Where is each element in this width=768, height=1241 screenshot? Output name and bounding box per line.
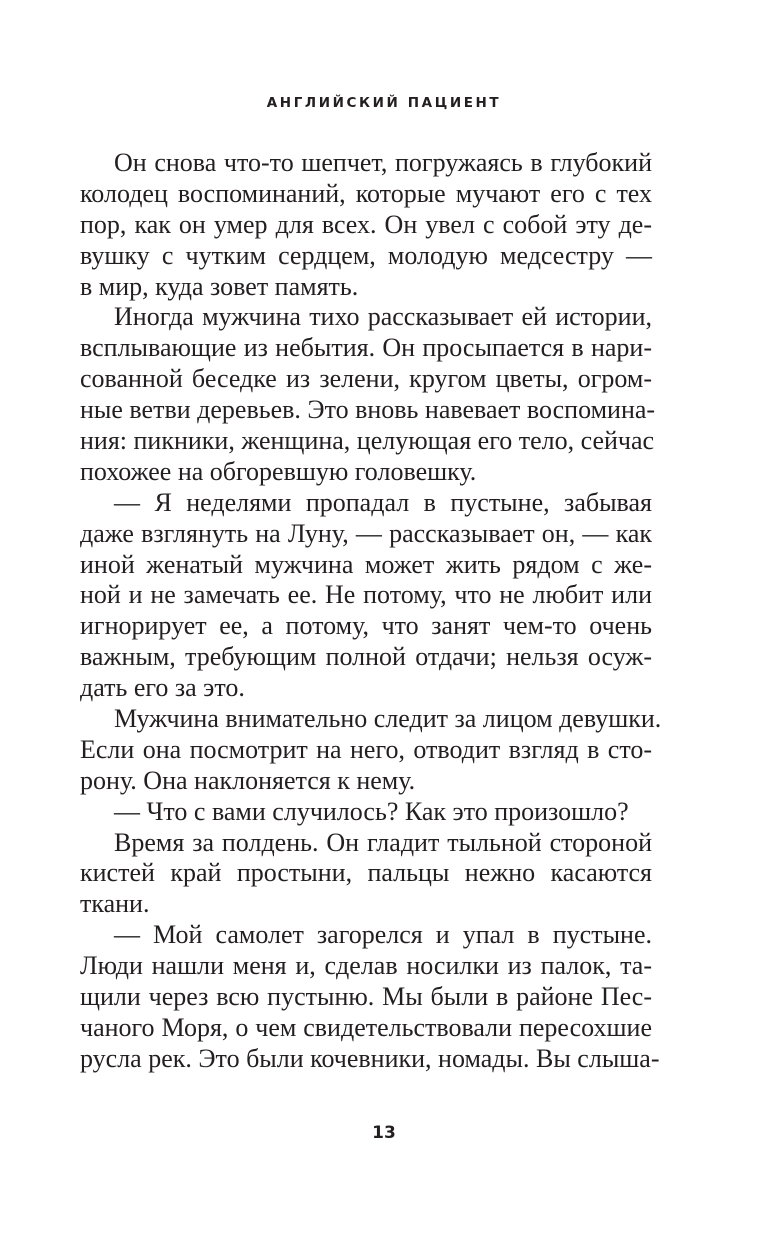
text-line: — Что с вами случилось? Как это произошло? [114, 796, 629, 826]
text-line: игнорирует ее, а потому, что занят чем-то очень [80, 611, 652, 641]
text-line: сованной беседке из зелени, кругом цветы, огром- [80, 364, 652, 394]
text-line: важным, требующим полной отдачи; нельзя осуж- [80, 642, 652, 672]
text-line: ные ветви деревьев. Это вновь навевает воспомина- [80, 395, 656, 425]
text-line: Иногда мужчина тихо рассказывает ей истории, [114, 302, 652, 332]
text-line: в мир, куда зовет память. [80, 271, 359, 301]
text-line: вушку с чутким сердцем, молодую медсестру — [80, 240, 652, 270]
text-line: даже взглянуть на Луну, — рассказывает он, — как [80, 518, 652, 548]
text-line: колодец воспоминаний, которые мучают его с тех [80, 178, 652, 208]
text-line: ной и не замечать ее. Не потому, что не любит или [80, 580, 652, 610]
text-line: Мужчина внимательно следит за лицом девушки. [114, 704, 662, 734]
text-line: ния: пикники, женщина, целующая его тело, сейчас [80, 426, 655, 456]
text-line: всплывающие из небытия. Он просыпается в нари- [80, 333, 652, 363]
text-line: щили через всю пустыню. Мы были в районе Пес- [80, 982, 652, 1012]
page-number: 13 [372, 1123, 396, 1143]
text-line: — Мой самолет загорелся и упал в пустыне. [114, 920, 652, 950]
text-line: дать его за это. [80, 673, 245, 703]
running-title: АНГЛИЙСКИЙ ПАЦИЕНТ [266, 95, 502, 111]
text-line: похожее на обгоревшую головешку. [80, 456, 477, 486]
text-line: кистей край простыни, пальцы нежно касаются [80, 858, 652, 888]
text-line: Если она посмотрит на него, отводит взгляд в сто- [80, 734, 652, 764]
text-line: Он снова что-то шепчет, погружаясь в глубокий [114, 148, 652, 177]
body-text [80, 148, 662, 1075]
text-line: русла рек. Это были кочевники, номады. Вы слыша- [80, 1043, 660, 1073]
text-line: чаного Моря, о чем свидетельствовали пересохшие [80, 1012, 652, 1042]
text-line: — Я неделями пропадал в пустыне, забывая [114, 487, 652, 517]
text-line: пор, как он умер для всех. Он увел с собой эту де- [80, 209, 652, 239]
text-line: Время за полдень. Он гладит тыльной стороной [114, 827, 652, 857]
text-line: иной женатый мужчина может жить рядом с же- [80, 549, 652, 579]
text-line: ткани. [80, 889, 150, 919]
text-line: Люди нашли меня и, сделав носилки из палок, та- [80, 951, 652, 981]
text-line: рону. Она наклоняется к нему. [80, 765, 416, 795]
